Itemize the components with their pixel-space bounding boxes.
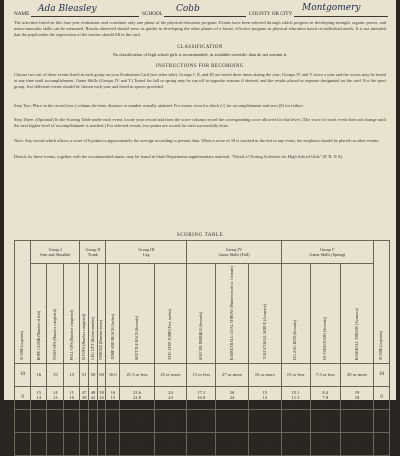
group-5-header: Group V Game Skills (Spring) bbox=[281, 241, 373, 264]
score-cell: 4 bbox=[15, 432, 31, 455]
name-label: NAME bbox=[14, 11, 30, 17]
table-cell: 10 9 bbox=[248, 432, 281, 455]
scoring-table bbox=[14, 240, 390, 456]
county-value: Montgomery bbox=[302, 3, 361, 13]
score-column-header-right: SCORE (in points) bbox=[374, 241, 390, 364]
event-header: ZIG ZAG RUN (Seconds) bbox=[281, 264, 310, 364]
event-header: SIT-UPS (Number completed) bbox=[80, 264, 89, 364]
evaluation-card bbox=[4, 0, 396, 449]
group-2-header: Group II Trunk bbox=[80, 241, 106, 264]
table-cell: 18 16 bbox=[89, 432, 98, 455]
group-3-header: Group III Leg bbox=[106, 241, 187, 264]
table-cell: 60 bbox=[97, 363, 106, 386]
table-cell: 21.3 or less bbox=[120, 363, 154, 386]
name-underline bbox=[31, 16, 139, 17]
table-cell: 3 2 bbox=[63, 432, 80, 455]
event-header: VOLLEYBALL SERVE (Accuracy) bbox=[248, 264, 281, 364]
table-cell: 20 19 18 bbox=[154, 409, 187, 432]
table-cell: 16 15 14½ bbox=[106, 386, 120, 409]
step-one-paragraph: Choose two out of these events listed in each group on your Evaluation Card (see other side). Groups I, II, and III are tested three times during the year; Groups IV and V twice a year and the scores may be tested at any time until accomplishment. Game Skills (Groups IV and V) Tested for fall or spring may be run off in opposite seasons if desired, and the results placed in separate designated on the card. For the sport group, five different events should be chosen each year and listed in spaces provided. bbox=[14, 72, 386, 90]
table-cell: 11 10 8 bbox=[63, 386, 80, 409]
table-cell: 19 18 16 bbox=[341, 386, 374, 409]
table-cell: 25 or more bbox=[154, 363, 187, 386]
school-underline bbox=[164, 16, 246, 17]
table-cell: 48 42 40 bbox=[89, 386, 98, 409]
score-cell: 4 bbox=[374, 432, 390, 455]
score-cell: 10 bbox=[374, 363, 390, 386]
event-header: LEG LIFT (Raised number) bbox=[89, 264, 98, 364]
score-cell: 9 bbox=[15, 386, 31, 409]
table-cell: 11 10½ bbox=[106, 432, 120, 455]
score-cell: 7 bbox=[15, 409, 31, 432]
school-value: Cobb bbox=[176, 4, 200, 14]
group-1-header: Group I Arm and Shoulder bbox=[31, 241, 80, 264]
table-cell: 16 15 bbox=[154, 432, 187, 455]
event-header: PUSH-UPS (Number completed) bbox=[47, 264, 63, 364]
county-label: COUNTY OR CITY bbox=[249, 11, 293, 17]
instructions-heading: INSTRUCTIONS FOR RECORDING bbox=[156, 64, 244, 69]
table-cell: 20 21.5 bbox=[281, 432, 310, 455]
note-paragraph: Note: Any record which allows a score of 6 points is approximately the average according to present data. When a score of 10 is reached in the test in any event, the emphasis should be placed on other events. bbox=[14, 138, 380, 143]
name-value: Ada Bleasley bbox=[38, 4, 97, 14]
school-label: SCHOOL bbox=[142, 11, 163, 17]
score-column-header: SCORE (in points) bbox=[15, 241, 31, 364]
event-header: BASEBALL THROW (Accuracy) bbox=[341, 264, 374, 364]
details-paragraph: Details for these events, together with the recommended stunts, may be found in State Department supplementary material, "Detail of Testing Activities for High School Girls" (P. H. II A). bbox=[14, 154, 344, 159]
table-cell: 7.3 or less bbox=[310, 363, 341, 386]
score-cell: 10 bbox=[15, 363, 31, 386]
table-cell: 1 2 bbox=[31, 432, 47, 455]
table-cell: 15 13 15 bbox=[248, 386, 281, 409]
step-two-paragraph: Step Two. Place in the record (sec.) column the time, distance or number actually attained. For events record a check (√) for accomplishment and zero (0) for failure. bbox=[14, 103, 304, 108]
table-cell: 20.6 19.9 bbox=[187, 432, 216, 455]
table-row bbox=[15, 386, 390, 409]
table-cell: 11 10 bbox=[341, 432, 374, 455]
event-header-row bbox=[15, 264, 390, 364]
table-cell: 20.4 12.4 19.2 bbox=[281, 409, 310, 432]
table-row bbox=[15, 432, 390, 455]
table-cell: 27 or more bbox=[216, 363, 249, 386]
table-cell: 27 22 17 bbox=[80, 409, 89, 432]
classification-heading: CLASSIFICATION bbox=[177, 45, 223, 50]
table-cell: 9 6 4 bbox=[31, 409, 47, 432]
event-header: PULL-UPS (Number completed) bbox=[63, 264, 80, 364]
scoring-table-title: SCORING TABLE bbox=[176, 233, 224, 238]
event-header: FENCER (Number times) bbox=[97, 264, 106, 364]
event-header: STD. STEP. JUMP (Feet, inches) bbox=[154, 264, 187, 364]
table-cell: 14 12 11 bbox=[248, 409, 281, 432]
event-header: 60-YARD DASH (Seconds) bbox=[310, 264, 341, 364]
table-cell: 15 or less bbox=[281, 363, 310, 386]
event-header: JUMP AND REACH (Inches) bbox=[106, 264, 120, 364]
classification-text: No classification of high school girls is recommended, as available scientific data do not warrant it. bbox=[112, 52, 288, 57]
table-cell: 17.1 16.9 17.1 bbox=[187, 386, 216, 409]
event-header: ROPE CLIMB (Number of feet) bbox=[31, 264, 47, 364]
table-cell: 4 3 bbox=[47, 432, 63, 455]
table-cell: 9.1 8.7 8.8 bbox=[310, 409, 341, 432]
table-cell: 15 or less bbox=[187, 363, 216, 386]
table-cell: 32 27 25 bbox=[89, 409, 98, 432]
table-cell: 51 bbox=[80, 363, 89, 386]
table-cell: 8 7 6 bbox=[47, 409, 63, 432]
score-cell: 7 bbox=[374, 409, 390, 432]
scoring-table-body bbox=[15, 363, 390, 455]
table-cell: 14 13 12 bbox=[106, 409, 120, 432]
table-cell: 10.5 10.2 bbox=[310, 432, 341, 455]
table-cell: 13 bbox=[63, 363, 80, 386]
table-cell: 5 4 3 bbox=[63, 409, 80, 432]
table-cell: 50 45 45 bbox=[97, 386, 106, 409]
event-header: SHUTTLE RACE (Seconds) bbox=[120, 264, 154, 364]
table-cell: 16½ bbox=[106, 363, 120, 386]
group-4-header: Group IV Game Skills (Fall) bbox=[187, 241, 281, 264]
table-cell: 16 bbox=[31, 363, 47, 386]
table-cell: 15 14 12 bbox=[31, 386, 47, 409]
table-cell: 40 35 30 bbox=[97, 409, 106, 432]
table-cell: 20 or more bbox=[341, 363, 374, 386]
step-three-paragraph: Step Three. (Optional) In the Scoring Table under each event, locate your record and from the score column record the corresponding score allowed for that level. (The score for each event does not change until the next higher level of accomplishment is reached.) For selected events, two points are scored for each successfully done. bbox=[14, 117, 386, 129]
score-cell: 9 bbox=[374, 386, 390, 409]
table-cell: 8.4 7.8 7.6 bbox=[310, 386, 341, 409]
table-cell: 15.1 11.5 14.9 bbox=[281, 386, 310, 409]
table-cell: 11.7 10.5 10.2 bbox=[187, 409, 216, 432]
table-cell: 25 22 bbox=[97, 432, 106, 455]
table-cell: 26 24 22 bbox=[216, 386, 249, 409]
table-cell: 14 13 9 bbox=[47, 386, 63, 409]
table-cell: 50 bbox=[89, 363, 98, 386]
table-cell: 22.9 23.3 bbox=[120, 432, 154, 455]
event-header: BASKETBALL GOAL THROW (Number made in 1 minute) bbox=[216, 264, 249, 364]
table-row bbox=[15, 409, 390, 432]
table-cell: 19 15 14 bbox=[216, 409, 249, 432]
table-cell: 17 14 12 bbox=[341, 409, 374, 432]
group-header-row bbox=[15, 241, 390, 264]
table-cell: 47 38 34 bbox=[80, 386, 89, 409]
event-header: SOCCER DRIBBLE (Seconds) bbox=[187, 264, 216, 364]
intro-paragraph: The activities listed on this four-year evaluation card constitute only one phase of the physical education program. Events have been selected through which progress in developing strength, organic power, and neuro-muscular skills can be measured. Results observed should serve as guides in developing the other phases of a broad, effective program in physical education based on individual needs. It is not intended that the pupil under the supervision of the teacher should fill in the card. bbox=[14, 20, 386, 38]
table-cell: 24 23 22 bbox=[154, 386, 187, 409]
table-cell: 16 or more bbox=[248, 363, 281, 386]
table-cell: 22.2 22.3 22.4 bbox=[120, 409, 154, 432]
county-underline bbox=[294, 16, 388, 17]
table-row bbox=[15, 363, 390, 386]
table-cell: 15 bbox=[47, 363, 63, 386]
table-cell: 12 12 bbox=[80, 432, 89, 455]
table-cell: 13 12 bbox=[216, 432, 249, 455]
table-cell: 21.6 22.8 22.0 bbox=[120, 386, 154, 409]
